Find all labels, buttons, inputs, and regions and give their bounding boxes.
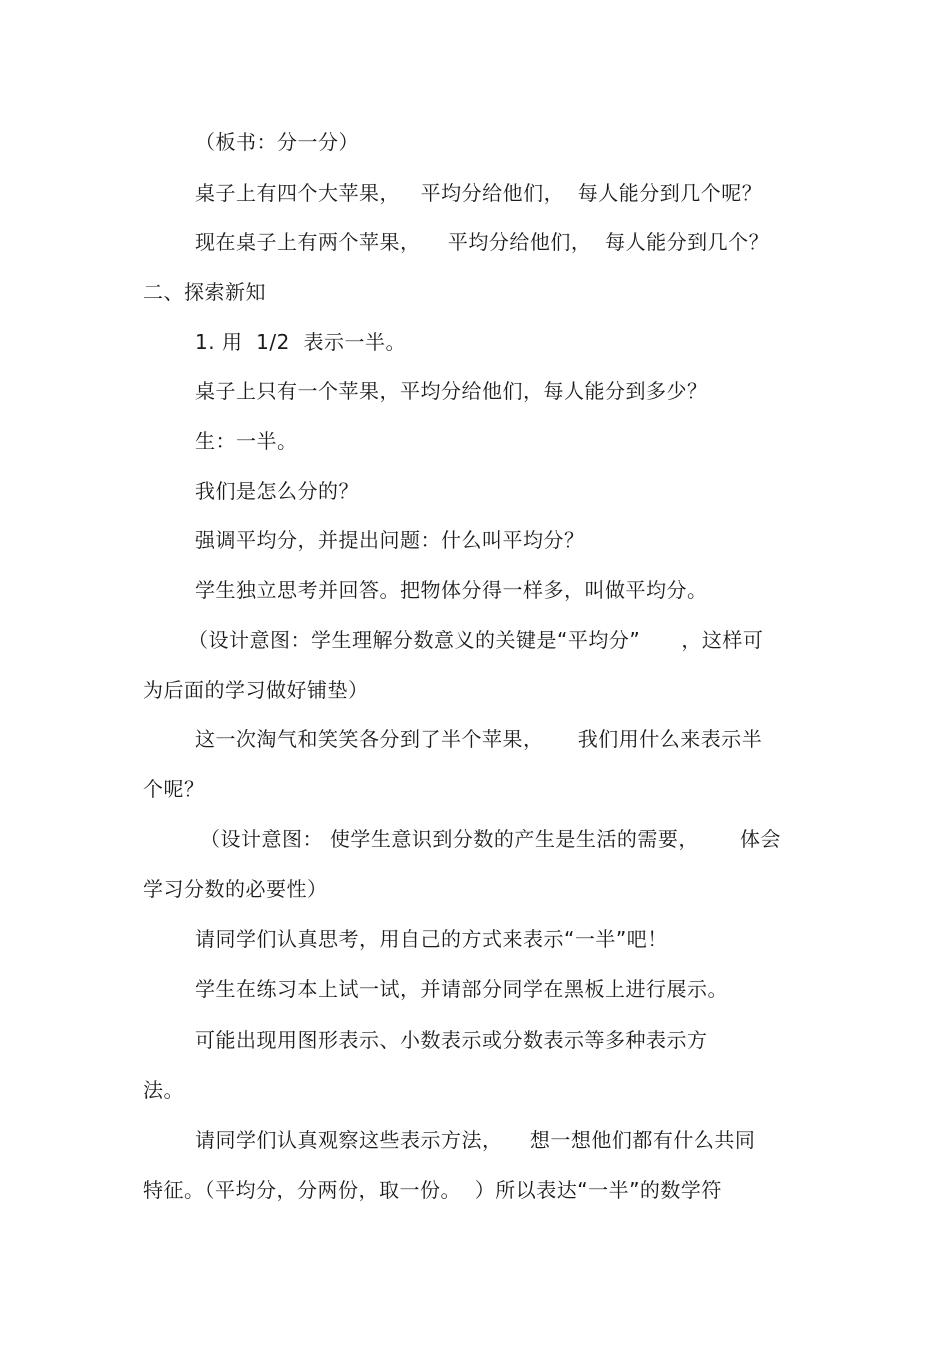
text-line: （设计意图：学生理解分数意义的关键是“平均分” ，这样可 — [188, 628, 764, 652]
text-line: 强调平均分，并提出问题：什么叫平均分？ — [195, 528, 585, 552]
text-line: 特征。（平均分，分两份，取一份。 ）所以表达“一半”的数学符 — [143, 1178, 722, 1202]
text-line: （设计意图： 使学生意识到分数的产生是生活的需要， 体会 — [200, 827, 782, 851]
text-line: 学生独立思考并回答。把物体分得一样多，叫做平均分。 — [195, 578, 708, 602]
text-line: 法。 — [143, 1078, 184, 1102]
text-line: 我们是怎么分的？ — [195, 479, 359, 503]
text-line: 桌子上只有一个苹果，平均分给他们，每人能分到多少？ — [195, 379, 708, 403]
text-line: 可能出现用图形表示、小数表示或分数表示等多种表示方 — [195, 1028, 708, 1052]
text-line: 请同学们认真思考，用自己的方式来表示“一半”吧！ — [195, 927, 668, 951]
section-heading: 二、探索新知 — [143, 280, 266, 304]
text-line: 生：一半。 — [195, 429, 298, 453]
text-line: 桌子上有四个大苹果， 平均分给他们， 每人能分到几个呢？ — [195, 181, 763, 205]
text-line: 请同学们认真观察这些表示方法， 想一想他们都有什么共同 — [195, 1128, 756, 1152]
text-line: 个呢？ — [143, 777, 205, 801]
text-line: 现在桌子上有两个苹果， 平均分给他们， 每人能分到几个？ — [195, 230, 770, 254]
text-line: 学生在练习本上试一试，并请部分同学在黑板上进行展示。 — [195, 977, 728, 1001]
text-line: （板书：分一分） — [195, 130, 359, 154]
text-line: 为后面的学习做好铺垫） — [143, 678, 369, 702]
text-line: 学习分数的必要性） — [143, 877, 328, 901]
subsection-heading: 1. 用 1/2 表示一半。 — [195, 330, 407, 354]
text-line: 这一次淘气和笑笑各分到了半个苹果， 我们用什么来表示半 — [195, 727, 763, 751]
